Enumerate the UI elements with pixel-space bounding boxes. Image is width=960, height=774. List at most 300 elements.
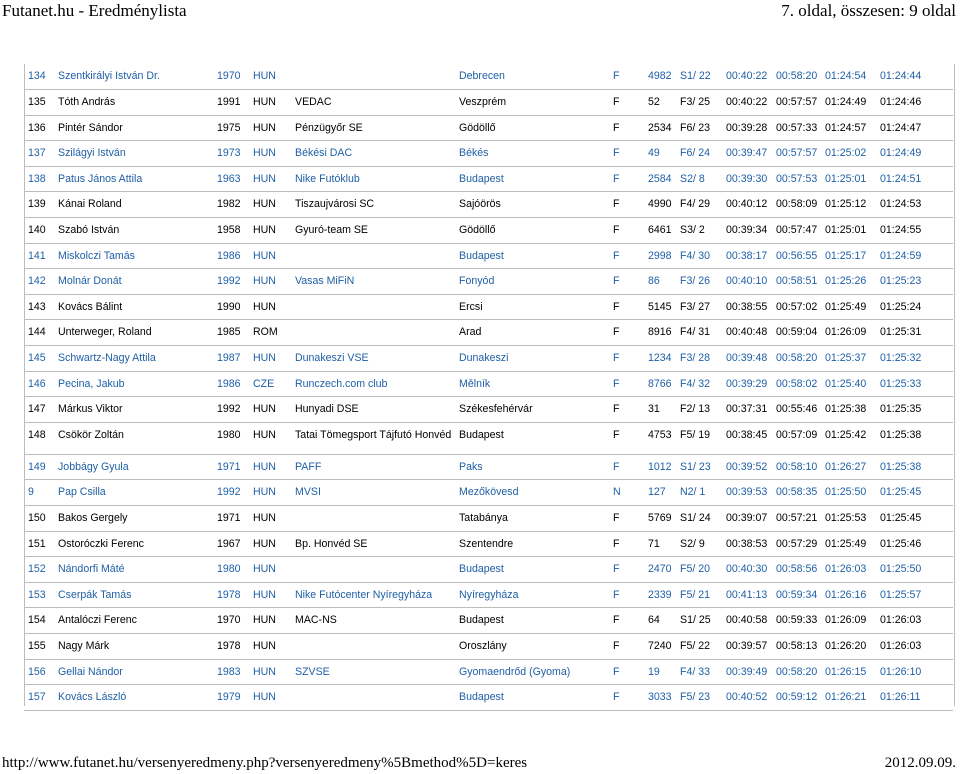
city-cell: Gödöllő xyxy=(455,218,609,244)
split-time-1-cell: 00:40:10 xyxy=(722,269,772,295)
club-cell: Pénzügyőr SE xyxy=(291,115,455,141)
net-time-cell: 01:26:10 xyxy=(876,659,953,685)
runner-name-cell: Szabó István xyxy=(54,218,213,244)
rank-cell: 135 xyxy=(24,90,54,116)
bib-number-cell: 64 xyxy=(644,608,676,634)
rank-cell: 138 xyxy=(24,166,54,192)
table-row xyxy=(24,166,953,192)
split-time-2-cell: 00:57:29 xyxy=(772,531,821,557)
nationality-cell: HUN xyxy=(249,480,291,506)
net-time-cell: 01:25:38 xyxy=(876,422,953,454)
runner-name-cell: Kánai Roland xyxy=(54,192,213,218)
bib-number-cell: 1234 xyxy=(644,346,676,372)
rank-cell: 145 xyxy=(24,346,54,372)
results-body xyxy=(24,64,953,710)
sex-cell: F xyxy=(609,422,644,454)
table-row xyxy=(24,685,953,711)
bib-number-cell: 19 xyxy=(644,659,676,685)
city-cell: Budapest xyxy=(455,243,609,269)
sex-cell: F xyxy=(609,166,644,192)
birth-year-cell: 1986 xyxy=(213,243,249,269)
city-cell: Ercsi xyxy=(455,294,609,320)
city-cell: Békés xyxy=(455,141,609,167)
page-url: http://www.futanet.hu/versenyeredmeny.php?versenyeredmeny%5Bmethod%5D=keres xyxy=(2,755,528,771)
city-cell: Budapest xyxy=(455,166,609,192)
nationality-cell: HUN xyxy=(249,269,291,295)
category-rank-cell: F6/ 23 xyxy=(676,115,722,141)
sex-cell: F xyxy=(609,294,644,320)
rank-cell: 146 xyxy=(24,371,54,397)
category-rank-cell: F5/ 19 xyxy=(676,422,722,454)
split-time-2-cell: 00:59:12 xyxy=(772,685,821,711)
sex-cell: F xyxy=(609,90,644,116)
table-row xyxy=(24,531,953,557)
net-time-cell: 01:25:35 xyxy=(876,397,953,423)
category-rank-cell: F5/ 23 xyxy=(676,685,722,711)
rank-cell: 155 xyxy=(24,633,54,659)
sex-cell: F xyxy=(609,397,644,423)
nationality-cell: HUN xyxy=(249,64,291,90)
bib-number-cell: 52 xyxy=(644,90,676,116)
category-rank-cell: F4/ 30 xyxy=(676,243,722,269)
net-time-cell: 01:25:45 xyxy=(876,480,953,506)
split-time-2-cell: 00:57:09 xyxy=(772,422,821,454)
bib-number-cell: 2339 xyxy=(644,582,676,608)
split-time-2-cell: 00:57:47 xyxy=(772,218,821,244)
bib-number-cell: 8916 xyxy=(644,320,676,346)
split-time-1-cell: 00:39:52 xyxy=(722,454,772,480)
runner-name-cell: Unterweger, Roland xyxy=(54,320,213,346)
table-row xyxy=(24,320,953,346)
birth-year-cell: 1958 xyxy=(213,218,249,244)
club-cell: Hunyadi DSE xyxy=(291,397,455,423)
club-cell: Tatai Tömegsport Tájfutó Honvéd xyxy=(291,422,455,454)
club-cell xyxy=(291,633,455,659)
bib-number-cell: 5769 xyxy=(644,506,676,532)
split-time-1-cell: 00:38:55 xyxy=(722,294,772,320)
category-rank-cell: S1/ 24 xyxy=(676,506,722,532)
nationality-cell: HUN xyxy=(249,218,291,244)
club-cell: Tiszaujvárosi SC xyxy=(291,192,455,218)
category-rank-cell: S1/ 23 xyxy=(676,454,722,480)
city-cell: Mělník xyxy=(455,371,609,397)
runner-name-cell: Pecina, Jakub xyxy=(54,371,213,397)
birth-year-cell: 1982 xyxy=(213,192,249,218)
gross-time-cell: 01:24:49 xyxy=(821,90,876,116)
split-time-2-cell: 00:58:13 xyxy=(772,633,821,659)
runner-name-cell: Kovács László xyxy=(54,685,213,711)
nationality-cell: HUN xyxy=(249,166,291,192)
gross-time-cell: 01:25:01 xyxy=(821,218,876,244)
net-time-cell: 01:25:50 xyxy=(876,557,953,583)
gross-time-cell: 01:25:37 xyxy=(821,346,876,372)
sex-cell: F xyxy=(609,64,644,90)
birth-year-cell: 1987 xyxy=(213,346,249,372)
split-time-1-cell: 00:39:07 xyxy=(722,506,772,532)
gross-time-cell: 01:25:49 xyxy=(821,294,876,320)
rank-cell: 139 xyxy=(24,192,54,218)
birth-year-cell: 1975 xyxy=(213,115,249,141)
table-row xyxy=(24,371,953,397)
split-time-1-cell: 00:40:22 xyxy=(722,64,772,90)
category-rank-cell: N2/ 1 xyxy=(676,480,722,506)
gross-time-cell: 01:25:38 xyxy=(821,397,876,423)
nationality-cell: HUN xyxy=(249,346,291,372)
table-row xyxy=(24,506,953,532)
rank-cell: 142 xyxy=(24,269,54,295)
sex-cell: F xyxy=(609,269,644,295)
club-cell xyxy=(291,243,455,269)
category-rank-cell: S2/ 9 xyxy=(676,531,722,557)
category-rank-cell: S3/ 2 xyxy=(676,218,722,244)
nationality-cell: HUN xyxy=(249,659,291,685)
nationality-cell: HUN xyxy=(249,422,291,454)
nationality-cell: ROM xyxy=(249,320,291,346)
rank-cell: 150 xyxy=(24,506,54,532)
gross-time-cell: 01:26:09 xyxy=(821,320,876,346)
runner-name-cell: Márkus Viktor xyxy=(54,397,213,423)
net-time-cell: 01:26:03 xyxy=(876,633,953,659)
gross-time-cell: 01:25:50 xyxy=(821,480,876,506)
club-cell: SZVSE xyxy=(291,659,455,685)
table-row xyxy=(24,480,953,506)
city-cell: Budapest xyxy=(455,422,609,454)
birth-year-cell: 1970 xyxy=(213,608,249,634)
club-cell: Nike Futócenter Nyíregyháza xyxy=(291,582,455,608)
city-cell: Szentendre xyxy=(455,531,609,557)
birth-year-cell: 1983 xyxy=(213,659,249,685)
net-time-cell: 01:24:47 xyxy=(876,115,953,141)
table-row xyxy=(24,346,953,372)
birth-year-cell: 1990 xyxy=(213,294,249,320)
table-row xyxy=(24,64,953,90)
club-cell: Nike Futóklub xyxy=(291,166,455,192)
category-rank-cell: S2/ 8 xyxy=(676,166,722,192)
gross-time-cell: 01:24:54 xyxy=(821,64,876,90)
sex-cell: N xyxy=(609,480,644,506)
runner-name-cell: Kovács Bálint xyxy=(54,294,213,320)
rank-cell: 136 xyxy=(24,115,54,141)
gross-time-cell: 01:25:53 xyxy=(821,506,876,532)
club-cell: PAFF xyxy=(291,454,455,480)
birth-year-cell: 1980 xyxy=(213,557,249,583)
sex-cell: F xyxy=(609,633,644,659)
sex-cell: F xyxy=(609,243,644,269)
rank-cell: 144 xyxy=(24,320,54,346)
split-time-1-cell: 00:40:22 xyxy=(722,90,772,116)
bib-number-cell: 49 xyxy=(644,141,676,167)
page-number-info: 7. oldal, összesen: 9 oldal xyxy=(781,1,956,20)
category-rank-cell: F5/ 20 xyxy=(676,557,722,583)
table-row xyxy=(24,557,953,583)
split-time-1-cell: 00:39:48 xyxy=(722,346,772,372)
runner-name-cell: Gellai Nándor xyxy=(54,659,213,685)
split-time-1-cell: 00:38:53 xyxy=(722,531,772,557)
bib-number-cell: 2584 xyxy=(644,166,676,192)
gross-time-cell: 01:25:12 xyxy=(821,192,876,218)
gross-time-cell: 01:26:20 xyxy=(821,633,876,659)
table-row xyxy=(24,608,953,634)
club-cell: VEDAC xyxy=(291,90,455,116)
split-time-2-cell: 00:59:33 xyxy=(772,608,821,634)
print-date: 2012.09.09. xyxy=(884,755,956,771)
net-time-cell: 01:24:55 xyxy=(876,218,953,244)
city-cell: Debrecen xyxy=(455,64,609,90)
runner-name-cell: Patus János Attila xyxy=(54,166,213,192)
bib-number-cell: 31 xyxy=(644,397,676,423)
sex-cell: F xyxy=(609,218,644,244)
nationality-cell: HUN xyxy=(249,115,291,141)
rank-cell: 156 xyxy=(24,659,54,685)
split-time-1-cell: 00:40:30 xyxy=(722,557,772,583)
rank-cell: 149 xyxy=(24,454,54,480)
birth-year-cell: 1992 xyxy=(213,480,249,506)
club-cell xyxy=(291,557,455,583)
gross-time-cell: 01:26:16 xyxy=(821,582,876,608)
split-time-1-cell: 00:40:52 xyxy=(722,685,772,711)
nationality-cell: HUN xyxy=(249,633,291,659)
gross-time-cell: 01:26:03 xyxy=(821,557,876,583)
club-cell xyxy=(291,685,455,711)
nationality-cell: HUN xyxy=(249,557,291,583)
club-cell: MAC-NS xyxy=(291,608,455,634)
bib-number-cell: 127 xyxy=(644,480,676,506)
gross-time-cell: 01:26:27 xyxy=(821,454,876,480)
split-time-1-cell: 00:40:12 xyxy=(722,192,772,218)
runner-name-cell: Tóth András xyxy=(54,90,213,116)
split-time-2-cell: 00:57:02 xyxy=(772,294,821,320)
nationality-cell: HUN xyxy=(249,531,291,557)
category-rank-cell: F3/ 25 xyxy=(676,90,722,116)
city-cell: Tatabánya xyxy=(455,506,609,532)
city-cell: Nyíregyháza xyxy=(455,582,609,608)
bib-number-cell: 86 xyxy=(644,269,676,295)
split-time-1-cell: 00:41:13 xyxy=(722,582,772,608)
birth-year-cell: 1992 xyxy=(213,397,249,423)
split-time-2-cell: 00:58:20 xyxy=(772,659,821,685)
birth-year-cell: 1985 xyxy=(213,320,249,346)
club-cell: Vasas MiFiN xyxy=(291,269,455,295)
table-row xyxy=(24,269,953,295)
split-time-1-cell: 00:39:29 xyxy=(722,371,772,397)
nationality-cell: HUN xyxy=(249,294,291,320)
runner-name-cell: Antalóczi Ferenc xyxy=(54,608,213,634)
rank-cell: 157 xyxy=(24,685,54,711)
nationality-cell: HUN xyxy=(249,397,291,423)
city-cell: Veszprém xyxy=(455,90,609,116)
category-rank-cell: F2/ 13 xyxy=(676,397,722,423)
category-rank-cell: S1/ 22 xyxy=(676,64,722,90)
city-cell: Budapest xyxy=(455,685,609,711)
birth-year-cell: 1979 xyxy=(213,685,249,711)
rank-cell: 143 xyxy=(24,294,54,320)
sex-cell: F xyxy=(609,371,644,397)
gross-time-cell: 01:25:26 xyxy=(821,269,876,295)
net-time-cell: 01:24:53 xyxy=(876,192,953,218)
nationality-cell: HUN xyxy=(249,243,291,269)
gross-time-cell: 01:26:15 xyxy=(821,659,876,685)
city-cell: Fonyód xyxy=(455,269,609,295)
split-time-1-cell: 00:38:45 xyxy=(722,422,772,454)
net-time-cell: 01:25:32 xyxy=(876,346,953,372)
table-row xyxy=(24,192,953,218)
split-time-1-cell: 00:38:17 xyxy=(722,243,772,269)
bib-number-cell: 4990 xyxy=(644,192,676,218)
bib-number-cell: 2470 xyxy=(644,557,676,583)
club-cell: Gyuró-team SE xyxy=(291,218,455,244)
split-time-2-cell: 00:55:46 xyxy=(772,397,821,423)
split-time-2-cell: 00:58:56 xyxy=(772,557,821,583)
sex-cell: F xyxy=(609,320,644,346)
nationality-cell: HUN xyxy=(249,582,291,608)
rank-cell: 134 xyxy=(24,64,54,90)
bib-number-cell: 8766 xyxy=(644,371,676,397)
net-time-cell: 01:25:24 xyxy=(876,294,953,320)
sex-cell: F xyxy=(609,608,644,634)
table-row xyxy=(24,141,953,167)
birth-year-cell: 1963 xyxy=(213,166,249,192)
rank-cell: 151 xyxy=(24,531,54,557)
runner-name-cell: Cserpák Tamás xyxy=(54,582,213,608)
gross-time-cell: 01:26:09 xyxy=(821,608,876,634)
split-time-2-cell: 00:56:55 xyxy=(772,243,821,269)
city-cell: Budapest xyxy=(455,608,609,634)
birth-year-cell: 1992 xyxy=(213,269,249,295)
category-rank-cell: F3/ 27 xyxy=(676,294,722,320)
sex-cell: F xyxy=(609,346,644,372)
table-row xyxy=(24,397,953,423)
gross-time-cell: 01:26:21 xyxy=(821,685,876,711)
split-time-2-cell: 00:57:33 xyxy=(772,115,821,141)
club-cell xyxy=(291,320,455,346)
nationality-cell: HUN xyxy=(249,506,291,532)
club-cell: Dunakeszi VSE xyxy=(291,346,455,372)
sex-cell: F xyxy=(609,141,644,167)
rank-cell: 137 xyxy=(24,141,54,167)
city-cell: Arad xyxy=(455,320,609,346)
nationality-cell: HUN xyxy=(249,192,291,218)
rank-cell: 153 xyxy=(24,582,54,608)
table-row xyxy=(24,582,953,608)
bib-number-cell: 5145 xyxy=(644,294,676,320)
club-cell: Runczech.com club xyxy=(291,371,455,397)
bib-number-cell: 6461 xyxy=(644,218,676,244)
split-time-1-cell: 00:37:31 xyxy=(722,397,772,423)
runner-name-cell: Nagy Márk xyxy=(54,633,213,659)
split-time-2-cell: 00:57:57 xyxy=(772,90,821,116)
table-row xyxy=(24,454,953,480)
runner-name-cell: Csökör Zoltán xyxy=(54,422,213,454)
category-rank-cell: F4/ 32 xyxy=(676,371,722,397)
gross-time-cell: 01:25:17 xyxy=(821,243,876,269)
split-time-2-cell: 00:58:20 xyxy=(772,64,821,90)
sex-cell: F xyxy=(609,115,644,141)
bib-number-cell: 7240 xyxy=(644,633,676,659)
nationality-cell: HUN xyxy=(249,454,291,480)
club-cell: Békési DAC xyxy=(291,141,455,167)
city-cell: Budapest xyxy=(455,557,609,583)
nationality-cell: HUN xyxy=(249,141,291,167)
runner-name-cell: Ostoróczki Ferenc xyxy=(54,531,213,557)
page-footer xyxy=(0,754,960,774)
gross-time-cell: 01:25:49 xyxy=(821,531,876,557)
sex-cell: F xyxy=(609,557,644,583)
nationality-cell: HUN xyxy=(249,685,291,711)
city-cell: Székesfehérvár xyxy=(455,397,609,423)
category-rank-cell: F5/ 21 xyxy=(676,582,722,608)
split-time-2-cell: 00:58:09 xyxy=(772,192,821,218)
nationality-cell: CZE xyxy=(249,371,291,397)
birth-year-cell: 1973 xyxy=(213,141,249,167)
sex-cell: F xyxy=(609,582,644,608)
page-header xyxy=(0,0,960,24)
category-rank-cell: F5/ 22 xyxy=(676,633,722,659)
split-time-2-cell: 00:59:34 xyxy=(772,582,821,608)
table-row xyxy=(24,659,953,685)
runner-name-cell: Molnár Donát xyxy=(54,269,213,295)
club-cell xyxy=(291,294,455,320)
net-time-cell: 01:25:31 xyxy=(876,320,953,346)
table-row xyxy=(24,243,953,269)
club-cell xyxy=(291,64,455,90)
net-time-cell: 01:25:33 xyxy=(876,371,953,397)
club-cell: Bp. Honvéd SE xyxy=(291,531,455,557)
rank-cell: 148 xyxy=(24,422,54,454)
split-time-2-cell: 00:59:04 xyxy=(772,320,821,346)
bib-number-cell: 71 xyxy=(644,531,676,557)
birth-year-cell: 1978 xyxy=(213,633,249,659)
split-time-1-cell: 00:39:47 xyxy=(722,141,772,167)
table-row xyxy=(24,115,953,141)
city-cell: Oroszlány xyxy=(455,633,609,659)
gross-time-cell: 01:25:40 xyxy=(821,371,876,397)
category-rank-cell: F4/ 31 xyxy=(676,320,722,346)
birth-year-cell: 1986 xyxy=(213,371,249,397)
net-time-cell: 01:24:59 xyxy=(876,243,953,269)
runner-name-cell: Schwartz-Nagy Attila xyxy=(54,346,213,372)
rank-cell: 9 xyxy=(24,480,54,506)
split-time-2-cell: 00:58:02 xyxy=(772,371,821,397)
runner-name-cell: Pap Csilla xyxy=(54,480,213,506)
results-table xyxy=(24,64,953,711)
runner-name-cell: Nándorfi Máté xyxy=(54,557,213,583)
net-time-cell: 01:24:49 xyxy=(876,141,953,167)
city-cell: Sajóörös xyxy=(455,192,609,218)
net-time-cell: 01:25:45 xyxy=(876,506,953,532)
net-time-cell: 01:25:57 xyxy=(876,582,953,608)
category-rank-cell: F4/ 29 xyxy=(676,192,722,218)
runner-name-cell: Pintér Sándor xyxy=(54,115,213,141)
sex-cell: F xyxy=(609,685,644,711)
birth-year-cell: 1991 xyxy=(213,90,249,116)
birth-year-cell: 1978 xyxy=(213,582,249,608)
net-time-cell: 01:24:51 xyxy=(876,166,953,192)
split-time-1-cell: 00:39:57 xyxy=(722,633,772,659)
birth-year-cell: 1971 xyxy=(213,506,249,532)
bib-number-cell: 1012 xyxy=(644,454,676,480)
birth-year-cell: 1980 xyxy=(213,422,249,454)
nationality-cell: HUN xyxy=(249,608,291,634)
split-time-2-cell: 00:57:57 xyxy=(772,141,821,167)
sex-cell: F xyxy=(609,659,644,685)
table-row xyxy=(24,633,953,659)
bib-number-cell: 2998 xyxy=(644,243,676,269)
table-row xyxy=(24,218,953,244)
split-time-1-cell: 00:39:30 xyxy=(722,166,772,192)
bib-number-cell: 2534 xyxy=(644,115,676,141)
net-time-cell: 01:25:23 xyxy=(876,269,953,295)
rank-cell: 140 xyxy=(24,218,54,244)
